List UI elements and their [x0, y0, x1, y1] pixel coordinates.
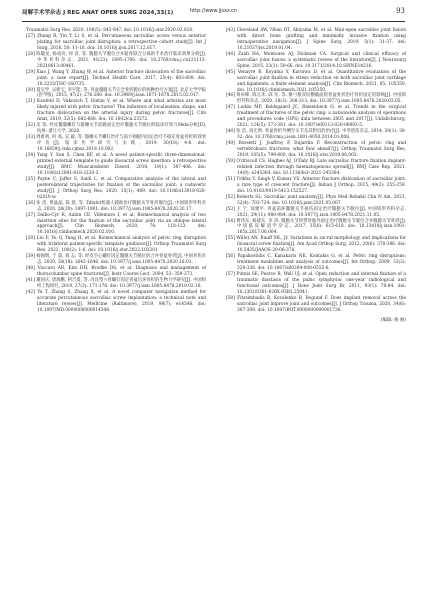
reference-item: [47] Loddo MF, Keldsgaard JC, Riesenbeck O, et al. Trends in the surgical treatment of fractures of the pelvic ring: a nationwide analysis of operations and procedures code (OPS) data between 2005 and 2017[J]. Unfallchirurg, 2021, 124(5): 373-381. doi: 10.1007/s00113-020-00893-5.: [226, 105, 406, 129]
journal-name: 局解手术学杂志 J REG ANAT OPER SURG 2024,33(1): [22, 10, 174, 16]
reference-item: [53] 王 宁, 涂建平. 骨盆前环髋臆关节损伤固定治疗髋臆关节脱位[J]. 中国矫形外科杂志, 2021, 29(11): 980-984. doi: 10.3977/j.issn.1005-8478.2021.11.05.: [226, 206, 406, 218]
reference-item: [55] Willot AN, Rauff ML, Jr. Variations in sacral morphology and implications for iliosacral screw fixation[J]. Am Acad Orthop Surg, 2012, 20(6): 378-386. doi: 10.5435/JAAOS-20-06-378.: [226, 236, 406, 254]
page-number: 93: [396, 7, 405, 15]
reference-item: [38] Liu F, Yu Q, Yang H, et al. Biomechanical analysis of pelvic ring disruption with trilateral patient-specific template guidance[J]. Orthop Traumatol Surg Res, 2022, 108(2): 1-6. doi: 10.1016/j.otsr.2022.103201.: [26, 236, 206, 254]
reference-item: [42] Yu T, Zhang S, Zhang X, et al. A novel computer navigation method for accurate percutaneous sacroiliac screw implantation: a technical note and literature review[J]. Medicine (Baltimore), 2019, 98(7): e14548. doi: 10.1097/MD.0000000000014548.: [26, 289, 206, 313]
reference-item: [35] Payne C, Jaffer S, Saidi L, et al. Comparative analysis of the lateral and posterolateral trajectories for fixation of the sacroiliac joint: a cadaveric study[J]. J Orthop Surg Res, 2020, 15(1): 489. doi: 10.1186/s13018-020-02010-w.: [26, 176, 206, 200]
reference-item: [33] 周新鸡, 何 高, 吴 毅, 等. 髂腰关节螺钉治疗与前方钢板内固定治疗不稳定骨盆骨折的效果评价[J]. 临床医学研究与实践, 2019, 30(10): 4-6. doi: 10.16859/j.cnki.cjmsz.2019.10.002.: [26, 135, 206, 153]
reference-item: [30] 夏宝学, 吴新宝, 李宇能, 等. 骨盆髋臆关节完全骨折脱位的两种治疗方案[J]. 北京大学学报(医学版), 2015, 47(2): 276-280. doi: 10.3969/j.issn.1671-167X.2015.02.017.: [26, 87, 206, 99]
journal-url[interactable]: http://www.jjsxz.cn: [189, 8, 238, 14]
editor-note: (编辑: 杨 丽): [380, 317, 406, 323]
reference-item: [43] Cleveland AW, Nhan DT, Akiyama M, et al. Mini-open sacroiliac joint fusion with direct bone grafting and minimally invasive fixation using intraoperative navigation[J]. J Spine Surg, 2019, 5(1): 31-37. doi: 10.21037/jss.2019.01.04.: [226, 28, 406, 51]
reference-item: [37] Dalbo-Cyr R, Aubin CE, Villemure I, et al. Biomechanical analysis of two insertion sites for the fixation of the sacroiliac joint via an oblique lateral approach[J]. Clin Biomech, 2020, 74: 118-123. doi: 10.1016/j.clinbiomech.2020.02.010.: [26, 212, 206, 236]
reference-item: [36] 张 清, 黄晶晶, 陈 煜, 等. Tiltsfot机器人辅助治疗髋臆关节骨折脱位[J]. 中国矫形外科杂志, 2020, 28(20): 1897-1901. doi: 10.3977/j.issn.1005-8478.2020.20.17.: [26, 200, 206, 212]
reference-item: [40] Vaccaro AR, Kim DH, Brodke DS, et al. Diagnosis and management of thoracolumbar spine fractures[J]. Instr Course Lect, 2004, 53: 359-373.: [26, 266, 206, 278]
reference-item: [51] Trikha V, Singh V, Kumar VS. Anterior fracture dislocation of sacroiliac joint: a rare type of crescent fracture[J]. Indian J Orthop, 2015, 49(2): 255-259. doi: 10.4103/0019-5413.152527.: [226, 176, 406, 194]
references-right-column: [226, 28, 406, 324]
reference-item: [54] 黄伟东, 杨建东, 李 涛. 髋臆关节韧带骨瓶外固定治疗髋臆关节脱位合并髋臆关节骨折[J]. 中国临床解剖学杂志, 2017, 35(6): 615-618. doi: 10.13418/j.issn.1001-165x.2017.06.004.: [226, 218, 406, 236]
reference-item: [31] Kaufeld D, Vukovich T, Dietze V, et al. Where and what arteries are most likely injured with pelvic fractures? The influence of localization, shape, and fracture dislocation on the arterial injury during pelvic fractures[J]. Clin Anat, 2019, 32(5): 682-688. doi: 10.1002/ca.23372.: [26, 99, 206, 123]
reference-item: [48] 张 浩, 高宏明. 骨盆骨折外侧至关节及其附近的治疗[J]. 中华创伤杂志, 2014, 30(1): 30-32. doi: 10.3760/cma.j.issn.1001-8050.2014.01.008.: [226, 129, 406, 141]
reference-item: [50] O'driscoll CS, Hughes AJ, O'Daly BJ. Late sacroiliac fracture fixation implant-related infection through haematogenous spread[J]. BMJ Case Rep, 2021, 14(9): e245364. doi: 10.1136/bcr-2021-245364.: [226, 158, 406, 176]
reference-item: [28] 陈敏龙, 杨成亮, 何 苗, 等. 髋臆关节脱位合并耻骨联合分离的手术治疗临床效果分析[J]. 中华骨科杂志, 2021, 41(23): 1695-1700. doi: 10.3760/cma.j.cn121113-20210613-00461.: [26, 51, 206, 69]
reference-item: [32] 吴 鉴. 经皮骶髋螺钉与髂腰关节前路固定治疗髋臆关节脱位的临床疗效与Meta分析[D]. 杭州: 浙江大学, 2020.: [26, 123, 206, 135]
reference-item: [44] Zaidi HA, Montoure AJ, Dickman CA. Surgical and clinical efficacy of sacroiliac joint fusion: a systematic review of the literature[J]. J Neurosurg Spine, 2015, 23(1): 59-66. doi: 10.3171/2014.10.SPINE14516.: [226, 51, 406, 69]
reference-item: [27] Zhang R, Yin Y, Li S, et al. Percutaneous sacroiliac screw versus anterior plating for sacroiliac joint disruption: a retrospective cohort study[J]. Int J Surg, 2018, 50: 11-16. doi: 10.1016/j.ijsu.2017.12.017.: [26, 33, 206, 51]
reference-item: [41] 谢国庆, 唐海鹏, 阿吉提, 等. 改良型六骨螺钉固定骨盆后环骨折的生物力学研究[J]. 中国组织工程研究, 2019, 27(3): 171-176. doi: 10.3977/j.issn.1005-8478.2019.02.16.: [26, 278, 206, 289]
reference-item: [45] Venayre B, Koyama Y, Kuroiwa D, et al. Quantitative evaluation of the sacroiliac joint fixation in stress reduction on both sacroiliac joint cartilage and ligaments: a finite element analysis[J]. Clin Biomech, 2021, 85: 105350. doi: 10.1016/j.clinbiomech.2021.105350.: [226, 69, 406, 93]
running-header: [22, 8, 405, 22]
header-rule: [22, 21, 405, 22]
reference-item: [56] Papakostidis C, Kanakaris NK, Kontakis G, et al. Pelvic ring disruptions: treatment modalities and analysis of outcomes[J]. Int Orthop, 2009, 33(2): 329-338. doi: 10.1007/s00264-008-0555-6.: [226, 254, 406, 272]
reference-item: [34] Yang Y, Sun S, Chen KF, et al. A novel patient-specific three-dimensional-printed external template to guide iliosacral screw insertion: a retrospective study[J]. BMC Musculoskelet Disord, 2018, 19(1): 397-406. doi: 10.1186/s12891-018-2320-3.: [26, 153, 206, 176]
reference-item: [58] Fitzsimbadis R, Kovalenko R, Bogund F. Does implant removal across the sacroiliac joint improve joint and outcomes[J]. J Orthop Trauma, 2020, 34(6): 307-309. doi: 10.1097/BOT.0000000000001730.: [226, 295, 406, 313]
reference-item: [52] Roberts SL. Sacroiliac joint anatomy[J]. Phys Med Rehabil Clin N Am, 2021, 32(4): 703-724. doi: 10.1016/j.pmr.2021.05.007.: [226, 194, 406, 206]
reference-item: Traumatol Surg Res, 2020, 106(5): 845-847. doi: 10.1016/j.otsr.2020.02.016.: [26, 28, 194, 33]
reference-item: [29] Xiao J, Wang Y, Zhang W, et al. Anterior fracture dislocation of the sacroiliac joint: a case report[J]. Technol Health Care, 2017, 25(4): 803-808. doi: 10.3233/THC-160735.: [26, 69, 206, 87]
reference-item: [49] Rossetti J, Jouffroy P, Dujardin F. Reconstruction of pelvic ring and vertebrobasic fractures: what flow ahead?[J]. Orthop Traumatol Surg Res, 2019, 105(5): 799-800. doi: 10.1016/j.otsr.2019.06.002.: [226, 141, 406, 159]
references-left-column: [26, 28, 206, 314]
reference-item: [39] 杨锡明, 于 震, 刘 志, 等. 经皮空心螺钉固定髋臆关节脱位的合并骨盆骨折[J]. 中国骨伤杂志, 2020, 28(18): 1642-1646. doi: 10.3977/j.issn.1005-8478.2020.18.03.: [26, 254, 206, 266]
reference-item: [46] 黄卓峰, 陈元禾, 邱 军, 等. 椎弓根双向横截面的骨盆骨折治疗骨折固定的影响[J]. 中国矫形外科杂志, 2020, 28(3): 308-313. doi: 10.3977/j.issn.1005-8478.2020.03.05.: [226, 93, 406, 105]
reference-item: [57] Putnis SE, Pearce R, Wali UJ, et al. Open reduction and internal fixation of a traumatic diastasis of the pubic symphysis: one-year radiological and functional outcomes[J]. J Bone Joint Surg Br, 2011, 93(1): 78-84. doi: 10.1302/0301-620X.93B1.25041.: [226, 272, 406, 295]
